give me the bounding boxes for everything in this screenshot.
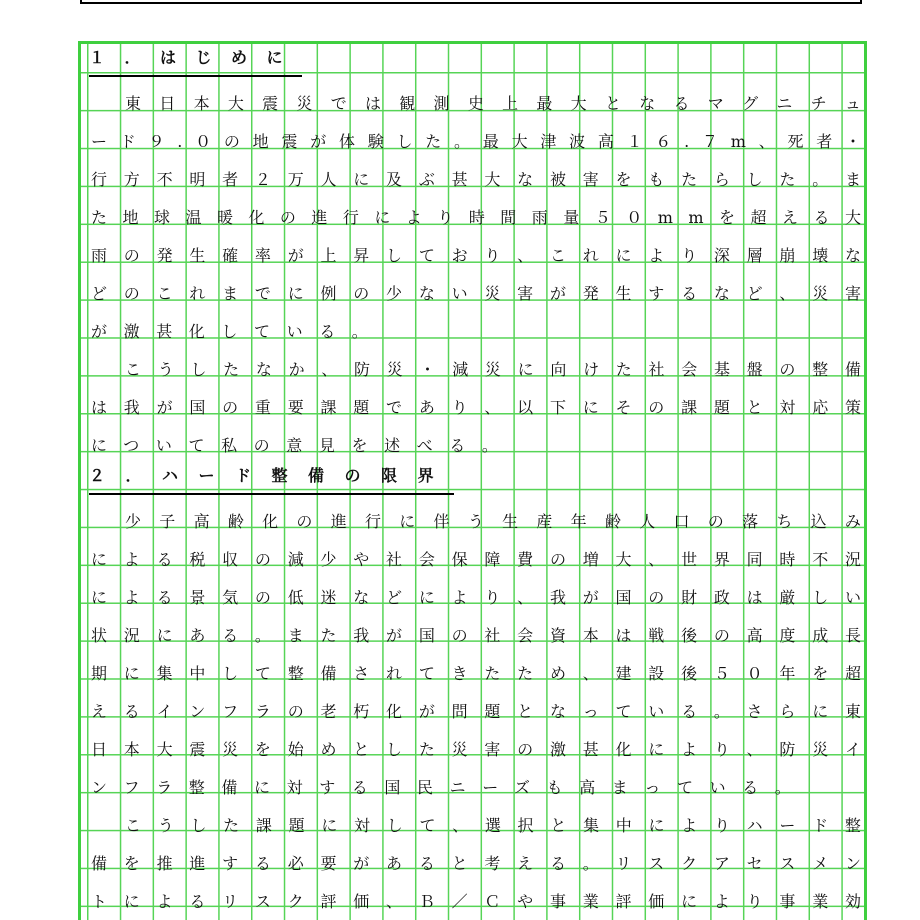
section-heading-2: ２．ハード整備の限界	[80, 465, 865, 495]
text-line: こ う し た な か 、 防 災 ・ 減 災 に 向 け た 社 会 基 盤 の 整 備	[125, 360, 861, 379]
section-heading-1: １．はじめに	[80, 47, 865, 77]
text-line: に よ る 税 収 の 減 少 や 社 会 保 障 費 の 増 大 、 世 界 同 時 不 況	[91, 550, 861, 569]
text-line: に よ る 景 気 の 低 迷 な ど に よ り 、 我 が 国 の 財 政 は 厳 し い	[91, 588, 861, 607]
text-line: 行 方 不 明 者 ２ 万 人 に 及 ぶ 甚 大 な 被 害 を も た ら し た 。 ま	[91, 170, 861, 189]
text-line: 備 を 推 進 す る 必 要 が あ る と 考 え る 。 リ ス ク ア セ ス メ ン	[91, 854, 861, 873]
text-line: ンフラ整備に対する国民ニーズも高まっている。	[91, 778, 808, 797]
text-line: 雨 の 発 生 確 率 が 上 昇 し て お り 、 こ れ に よ り 深 層 崩 壊 な	[91, 246, 861, 265]
text-line: ど の こ れ ま で に 例 の 少 な い 災 害 が 発 生 す る な ど 、 災 害	[91, 284, 861, 303]
text-line: 期 に 集 中 し て 整 備 さ れ て き た た め 、 建 設 後 ５ ０ 年 を 超	[91, 664, 861, 683]
text-line: が激甚化している。	[91, 322, 385, 341]
text-line: こ う し た 課 題 に 対 し て 、 選 択 と 集 中 に よ り ハ ー ド 整	[125, 816, 861, 835]
header-frame	[80, 0, 862, 4]
text-line: 状 況 に あ る 。 ま た 我 が 国 の 社 会 資 本 は 戦 後 の 高 度 成 長	[91, 626, 861, 645]
text-line: ト に よ る リ ス ク 評 価 、 Ｂ ／ Ｃ や 事 業 評 価 に よ り 事 業 効	[91, 892, 861, 911]
text-line: 日 本 大 震 災 を 始 め と し た 災 害 の 激 甚 化 に よ り 、 防 災 イ	[91, 740, 861, 759]
text-line: 東 日 本 大 震 災 で は 観 測 史 上 最 大 と な る マ グ ニ チ ュ	[125, 94, 861, 113]
text-line: は 我 が 国 の 重 要 課 題 で あ り 、 以 下 に そ の 課 題 と 対 応 策	[91, 398, 861, 417]
essay-body	[80, 43, 865, 920]
text-line: について私の意見を述べる。	[91, 436, 515, 455]
text-line: ー ド ９ . ０ の 地 震 が 体 験 し た 。 最 大 津 波 高 １ ６ . ７ m 、 死 者 ・	[91, 132, 861, 151]
text-line: え る イ ン フ ラ の 老 朽 化 が 問 題 と な っ て い る 。 さ ら に 東	[91, 702, 861, 721]
text-line: 少 子 高 齢 化 の 進 行 に 伴 う 生 産 年 齢 人 口 の 落 ち 込 み	[125, 512, 861, 531]
text-line: た 地 球 温 暖 化 の 進 行 に よ り 時 間 雨 量 ５ ０ m m を 超 え る 大	[91, 208, 861, 227]
